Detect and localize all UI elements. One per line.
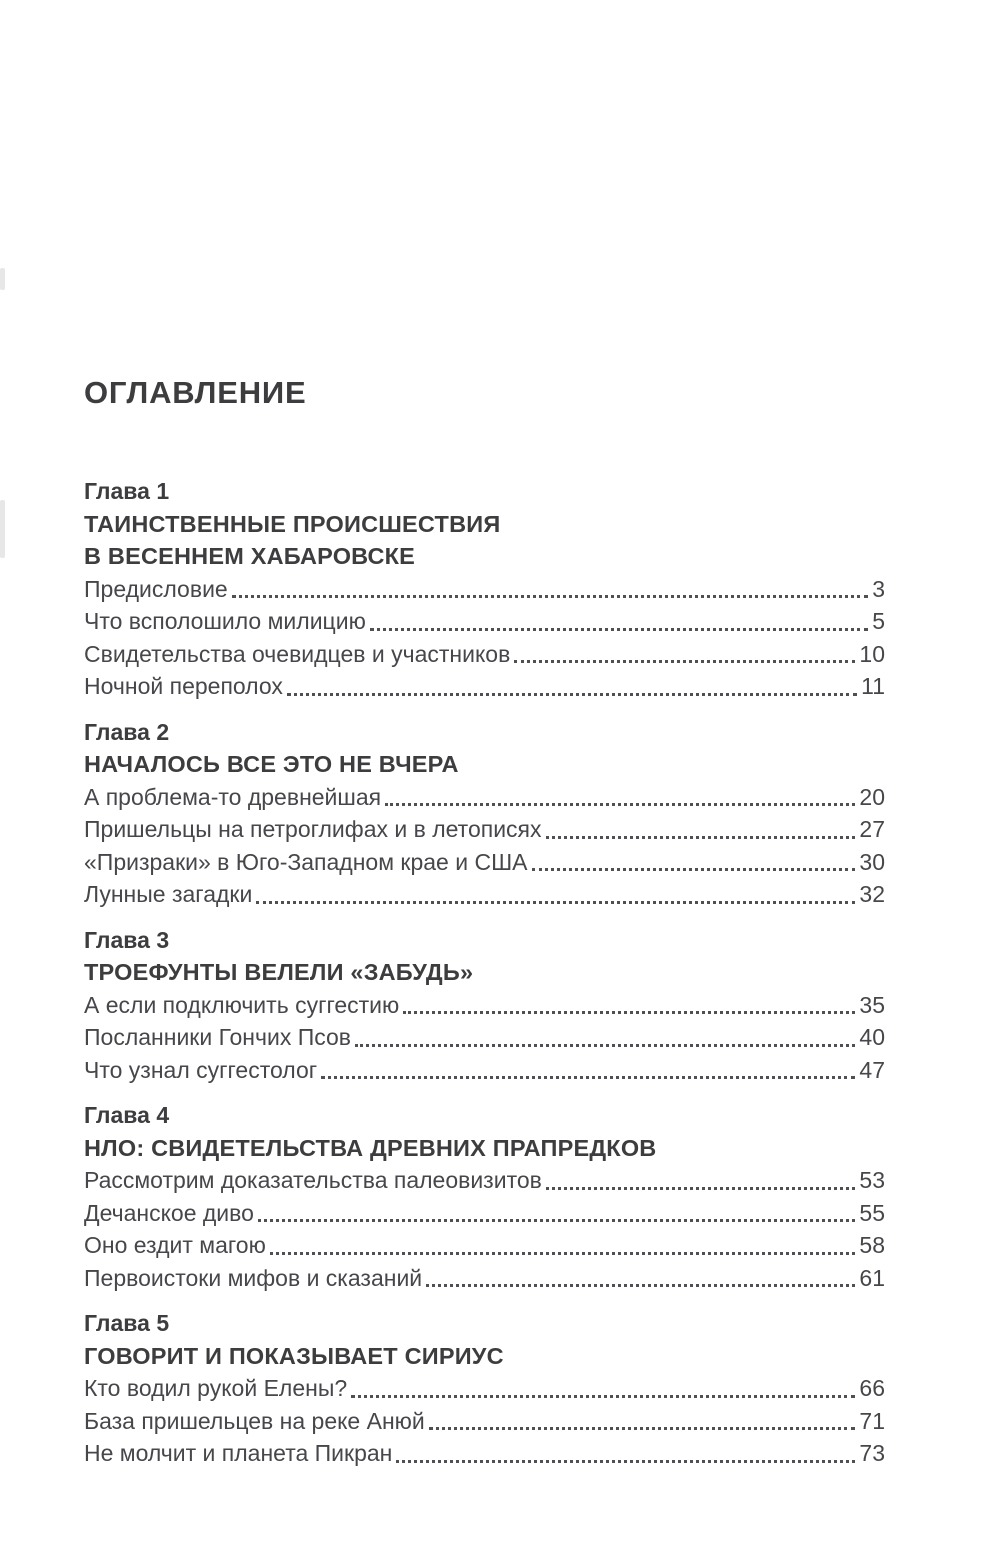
chapter-title-line: В ВЕСЕННЕМ ХАБАРОВСКЕ: [84, 543, 416, 569]
toc-entry-page: 61: [859, 1264, 885, 1291]
dot-leader: [426, 1284, 855, 1287]
toc-entry: [84, 1372, 885, 1405]
chapter-block: [84, 1307, 885, 1470]
chapter-title-line: НАЧАЛОСЬ ВСЕ ЭТО НЕ ВЧЕРА: [84, 751, 459, 777]
toc-entry: [84, 1405, 885, 1438]
dot-leader: [321, 1076, 855, 1079]
chapter-title-line: ТАИНСТВЕННЫЕ ПРОИСШЕСТВИЯ: [84, 510, 501, 537]
toc-entry: [84, 638, 885, 671]
chapter-title: [84, 748, 885, 781]
toc-entry-title: Не молчит и планета Пикран: [84, 1440, 393, 1466]
dot-leader: [256, 901, 855, 904]
toc-entry-page: 11: [861, 673, 885, 699]
dot-leader: [532, 868, 856, 871]
toc-entry-page: 35: [859, 991, 885, 1018]
chapter-title: [84, 1340, 885, 1373]
dot-leader: [351, 1395, 855, 1398]
toc-entry-page: 3: [872, 575, 885, 602]
chapter-label: Глава 2: [84, 718, 170, 745]
toc-entry-page: 53: [859, 1167, 885, 1193]
toc-entry: [84, 1197, 885, 1230]
toc-entry-title: Лунные загадки: [84, 881, 253, 907]
dot-leader: [355, 1044, 855, 1047]
toc-entry-page: 27: [859, 816, 885, 842]
toc-entry-page: 5: [872, 608, 885, 634]
toc-entry-title: Посланники Гончих Псов: [84, 1024, 352, 1050]
chapter-entries: [84, 573, 885, 703]
toc-entry-title: А если подключить суггестию: [84, 991, 400, 1018]
toc-entry: [84, 846, 885, 879]
chapter-block: [84, 1099, 885, 1294]
dot-leader: [258, 1219, 856, 1222]
toc-entry: [84, 781, 885, 814]
dot-leader: [370, 628, 868, 631]
toc-entry-page: 71: [859, 1407, 885, 1434]
toc-entry-title: Дечанское диво: [84, 1199, 254, 1226]
toc-entry-title: Пришельцы на петроглифах и в летописях: [84, 816, 542, 842]
chapter-entries: [84, 1164, 885, 1294]
toc-entry-page: 47: [859, 1056, 885, 1083]
dot-leader: [403, 1011, 855, 1014]
chapter-title: [84, 1132, 885, 1165]
chapter-title: [84, 956, 885, 989]
toc-entry: [84, 1021, 885, 1054]
chapter-block: [84, 924, 885, 1087]
chapter-list: [84, 475, 885, 1470]
chapter-entries: [84, 1372, 885, 1470]
dot-leader: [270, 1252, 856, 1255]
toc-entry-title: База пришельцев на реке Анюй: [84, 1407, 425, 1434]
dot-leader: [429, 1427, 856, 1430]
toc-entry: [84, 670, 885, 703]
scan-edge-artifact: [0, 500, 5, 558]
toc-entry-page: 58: [859, 1232, 885, 1258]
toc-entry-page: 30: [859, 848, 885, 875]
toc-entry-title: Рассмотрим доказательства палеовизитов: [84, 1167, 542, 1193]
chapter-label: Глава 1: [84, 478, 170, 504]
dot-leader: [232, 595, 868, 598]
chapter-title-line: ГОВОРИТ И ПОКАЗЫВАЕТ СИРИУС: [84, 1342, 504, 1369]
toc-entry-title: Первоистоки мифов и сказаний: [84, 1264, 423, 1291]
toc-entry: [84, 989, 885, 1022]
chapter-title-line: ТРОЕФУНТЫ ВЕЛЕЛИ «ЗАБУДЬ»: [84, 959, 474, 985]
chapter-entries: [84, 781, 885, 911]
toc-entry-title: А проблема-то древнейшая: [84, 783, 382, 810]
dot-leader: [396, 1460, 855, 1463]
chapter-title-line: НЛО: СВИДЕТЕЛЬСТВА ДРЕВНИХ ПРАПРЕДКОВ: [84, 1134, 657, 1161]
toc-entry-title: Что всполошило милицию: [84, 608, 366, 634]
toc-entry-page: 32: [859, 881, 885, 907]
toc-entry: [84, 573, 885, 606]
toc-entry-title: Что узнал суггестолог: [84, 1056, 318, 1083]
toc-entry-page: 73: [859, 1440, 885, 1466]
toc-entry-title: Ночной переполох: [84, 673, 283, 699]
toc-entry: [84, 1164, 885, 1197]
dot-leader: [546, 1187, 856, 1190]
chapter-label: Глава 5: [84, 1310, 170, 1336]
page-title: ОГЛАВЛЕНИЕ: [84, 375, 307, 410]
dot-leader: [546, 836, 856, 839]
chapter-block: [84, 475, 885, 703]
toc-entry-title: Оно ездит магою: [84, 1232, 266, 1258]
dot-leader: [385, 803, 855, 806]
toc-entry: [84, 1437, 885, 1470]
toc-entry: [84, 605, 885, 638]
toc-entry: [84, 813, 885, 846]
toc-entry: [84, 878, 885, 911]
toc-entry-page: 40: [859, 1024, 885, 1050]
toc-entry-title: Свидетельства очевидцев и участников: [84, 640, 511, 667]
chapter-title: [84, 508, 885, 573]
table-of-contents: [84, 377, 885, 1470]
chapter-entries: [84, 989, 885, 1087]
toc-entry: [84, 1262, 885, 1295]
toc-entry: [84, 1054, 885, 1087]
scan-edge-artifact: [0, 268, 5, 290]
chapter-label: Глава 3: [84, 926, 170, 953]
chapter-block: [84, 716, 885, 911]
toc-entry: [84, 1229, 885, 1262]
toc-entry-title: «Призраки» в Юго-Западном крае и США: [84, 848, 528, 875]
toc-entry-title: Предисловие: [84, 575, 228, 602]
toc-entry-page: 66: [859, 1375, 885, 1401]
dot-leader: [287, 693, 857, 696]
toc-entry-title: Кто водил рукой Елены?: [84, 1375, 348, 1401]
dot-leader: [514, 660, 855, 663]
toc-entry-page: 20: [859, 783, 885, 810]
toc-entry-page: 55: [859, 1199, 885, 1226]
chapter-label: Глава 4: [84, 1102, 170, 1128]
toc-entry-page: 10: [859, 640, 885, 667]
